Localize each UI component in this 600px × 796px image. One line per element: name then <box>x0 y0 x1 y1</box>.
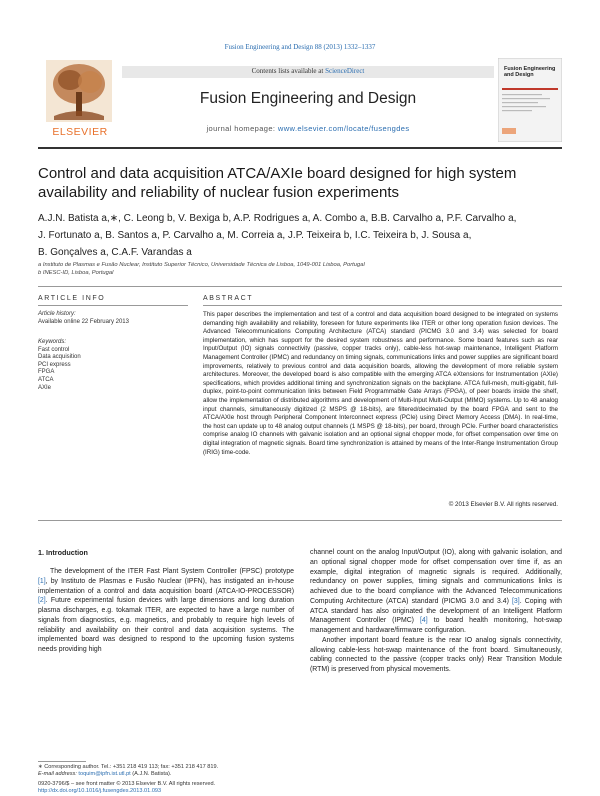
citation-link[interactable]: [3] <box>512 597 520 605</box>
keyword: AXIe <box>38 384 52 391</box>
keyword: ATCA <box>38 376 54 383</box>
keywords-label: Keywords: <box>38 339 67 345</box>
keyword: Data acquisition <box>38 354 81 361</box>
citation-link[interactable]: [2] <box>38 597 46 605</box>
author-list <box>38 210 558 261</box>
homepage-prefix: journal homepage: <box>206 124 278 133</box>
affiliation-a: a Instituto de Plasmas e Fusão Nuclear, Instituto Superior Técnico, Universidade Técnica de Lisboa, 1049-001 Lisboa, Portugal <box>38 262 365 268</box>
text-run: The development of the ITER Fast Plant System Controller (FPSC) prototype <box>50 568 294 575</box>
sciencedirect-link[interactable]: ScienceDirect <box>325 67 365 75</box>
abstract-text: This paper describes the implementation and test of a control and data acquisition board designed to be integrated on systems demanding high availability and reliability, foreseen for future experiments like ITER or other long operation fusion devices. The Advanced Telecommunications Computing Architecture (ATCA) standard (PICMG 3.0 and 3.4) was selected for board implementation, which has support for the desired system robustness and performance. Some board features such as rear Input/Output (IO) signals connectivity (passive, copper tracks only), cable-less hot-swap maintenance, Intelligent Platform Management Controller (IPMC) and redundancy on timing signals, communications links and power supplies are significant board improvements, relatively to previous control and data acquisition boards, allowing the development of more reliable system architectures. Moreover, the developed board is also compatible with the emerging ATCA eXtensions for Instrumentation (AXIe) specifications, which provides additional timing and synchronization signals on the backplane. ATCA full-mesh, multi-gigabit, full-duplex, point-to-point communication links between Field Programmable Gate Arrays (FPGA), of peer boards inside the shelf, allow the implementation of distributed algorithms and development of Multi-Input Multi-Output (MIMO) systems. Up to 48 analog input channels, simultaneously digitized (2 MSPS @ 18-bits), are filtered/decimated by the board FPGA and sent to the ATCA/AXIe host through Peripheral Component Interconnect express (PCIe) using Direct Memory Access (DMA). In real-time, the host can update up to 48 analog output channels (1 MSPS @ 18-bits), per board, through PCIe. Further board characteristics comprise analog IO channels with galvanic isolation and an optional signal chopper mode, for offset compensation over time on digital integration of magnetic signals. Board time synchronization is attained by means of the Inter-Range Instrumentation Group (IRIG) time-code. <box>203 311 558 456</box>
author-line: J. Fortunato a, B. Santos a, P. Carvalho a, M. Correia a, J.P. Teixeira b, I.C. Teixeira b, J. Sousa a, <box>38 230 472 241</box>
email-line <box>38 771 338 778</box>
text-run: . Coping with ATCA standard has also originated the development of an Intelligent Platform Management Controller (IPMC) <box>310 597 562 625</box>
keyword: PCI express <box>38 361 71 368</box>
keyword: Fast control <box>38 346 70 353</box>
text-run: channel count on the analog Input/Output (IO), along with galvanic isolation, and an optional signal chopper mode for offset compensation over time if, as an example, digital integration of magnetic signals is required. Additionally, redundancy on power supplies, timing signals and communications links is achieved due to the board compliance with the Advanced Telecommunications Computing Architecture (ATCA) standard (PICMG 3.0 and 3.4) <box>310 549 562 605</box>
text-run: . Future experimental fusion devices with large dimensions and long duration plasma discharges, e.g. tokamak ITER, are expected to have a large number of signals from diagnostics, e.g. magnetics, and probably to require high levels of reliability and availability on their control and data acquisition systems. The implemented board was designed to respond to the upcoming fusion systems needs providing high <box>38 597 294 653</box>
header-divider <box>38 286 562 287</box>
homepage-link[interactable]: www.elsevier.com/locate/fusengdes <box>277 124 410 133</box>
article-info-rule <box>38 305 188 306</box>
abstract-rule <box>203 305 562 306</box>
keyword: FPGA <box>38 369 55 376</box>
text-run: to board health monitoring, hot-swap management and hardware/firmware configuration. <box>310 617 563 634</box>
article-info-heading: ARTICLE INFO <box>38 295 106 302</box>
contents-line <box>122 67 494 75</box>
doi-link[interactable]: http://dx.doi.org/10.1016/j.fusengdes.2013.01.093 <box>38 788 162 795</box>
history-label: Article history: <box>38 311 76 317</box>
keywords-block <box>38 339 188 392</box>
body-column-left <box>38 567 294 655</box>
email-link[interactable]: toquim@ipfn.ist.utl.pt <box>78 771 131 778</box>
corresponding-author-footnote <box>38 764 338 779</box>
email-label: E-mail address: <box>38 771 79 778</box>
affiliation-b: b INESC-ID, Lisboa, Portugal <box>38 270 114 276</box>
issn-line: 0920-3796/$ – see front matter © 2013 Elsevier B.V. All rights reserved. <box>38 781 216 787</box>
body-paragraph <box>38 567 294 655</box>
contents-prefix: Contents lists available at <box>251 67 326 75</box>
copyright-notice: © 2013 Elsevier B.V. All rights reserved. <box>448 501 558 508</box>
text-run: , by Instituto de Plasmas e Fusão Nuclear (IPFN), has instigated an in-house implementation of a control and data acquisition board (ATCA-IO-PROCESSOR) <box>38 577 294 595</box>
elsevier-wordmark: ELSEVIER <box>52 126 108 138</box>
journal-citation[interactable]: Fusion Engineering and Design 88 (2013) 1332–1337 <box>224 43 376 51</box>
cover-title: Fusion Engineering and Design <box>504 66 556 78</box>
article-history <box>38 311 188 326</box>
author-line: B. Gonçalves a, C.A.F. Varandas a <box>38 247 192 258</box>
journal-title: Fusion Engineering and Design <box>199 90 417 107</box>
author-line: A.J.N. Batista a,∗, C. Leong b, V. Bexiga b, A.P. Rodrigues a, A. Combo a, B.B. Carvalho a, P.F. Carvalho a, <box>38 213 517 224</box>
history-value: Available online 22 February 2013 <box>38 318 129 325</box>
email-suffix: (A.J.N. Batista). <box>130 771 172 778</box>
section-heading: 1. Introduction <box>38 548 88 557</box>
body-paragraph <box>310 548 562 636</box>
citation-link[interactable]: [4] <box>420 617 428 625</box>
footnote-rule <box>38 761 86 762</box>
masthead-divider <box>38 147 562 149</box>
abstract-heading: ABSTRACT <box>203 295 254 302</box>
body-column-right <box>310 548 562 675</box>
citation-link[interactable]: [1] <box>38 577 46 585</box>
issn-doi-block <box>38 781 338 796</box>
abstract-divider <box>38 520 562 521</box>
article-title: Control and data acquisition ATCA/AXIe board designed for high system availability and reliability of nuclear fusion experiments <box>38 165 517 201</box>
corresponding-author: ∗ Corresponding author. Tel.: +351 218 419 113; fax: +351 218 417 819. <box>38 764 219 770</box>
journal-homepage <box>122 124 494 133</box>
body-paragraph: Another important board feature is the rear IO analog signals connectivity, allowing cable-less hot-swap maintenance of the front board. Simultaneously, cabling connected to the passive (copper tracks only) Rear Transition Module (RTM) is preserved from physical movements. <box>310 636 562 673</box>
